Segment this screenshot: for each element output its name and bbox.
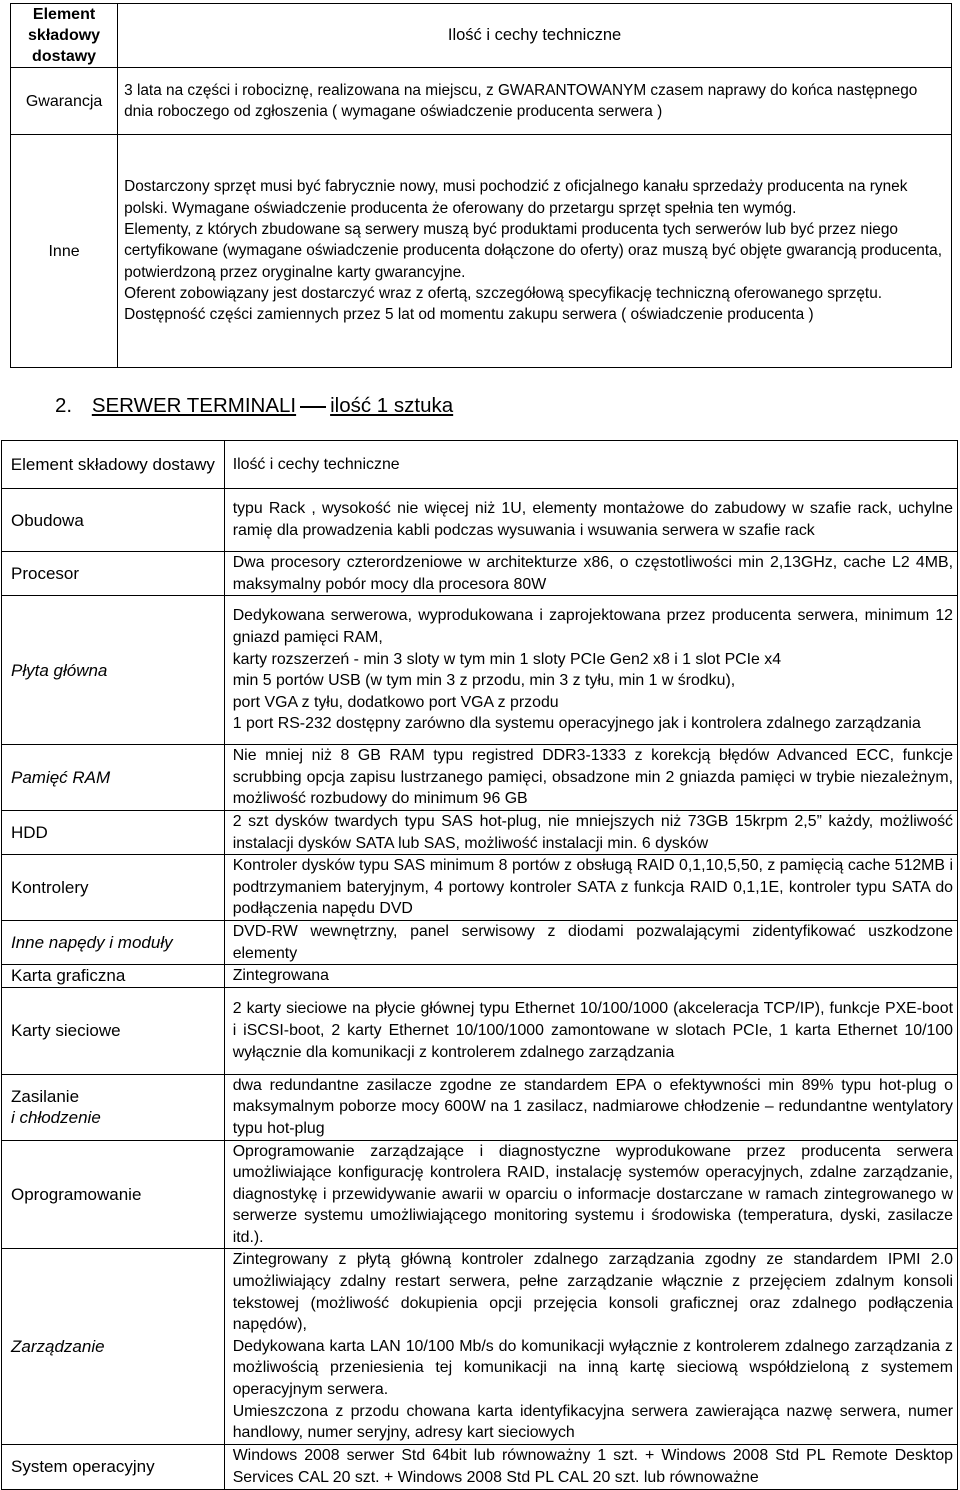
row-label-procesor: Procesor — [2, 552, 225, 596]
paragraph: Dostępność części zamiennych przez 5 lat od momentu zakupu serwera ( oświadczenie producenta ) — [124, 306, 814, 324]
row-label-karty-sieciowe: Karty sieciowe — [2, 987, 225, 1074]
row-label-gwarancja: Gwarancja — [11, 68, 118, 135]
paragraph: Windows 2008 serwer Std 64bit lub równoważny 1 szt. + Windows 2008 Std PL Remote Desktop Services CAL 20 szt. + Windows 2008 Std PL CAL 20 szt. lub równoważne — [232, 1447, 953, 1486]
row-label-oprogramowanie: Oprogramowanie — [2, 1140, 225, 1249]
header-specs: Ilość i cechy techniczne — [224, 441, 957, 489]
row-value — [224, 745, 957, 811]
paragraph: typu Rack , wysokość nie więcej niż 1U, elementy montażowe do zabudowy w szafie rack, uchylne ramię dla prowadzenia kabli podczas wysuwania i wsuwania serwera w szafie rack — [232, 500, 953, 539]
row-value — [224, 987, 957, 1074]
row-value — [224, 965, 957, 988]
paragraph: Dostarczony sprzęt musi być fabrycznie nowy, musi pochodzić z oficjalnego kanału sprzedaży producenta na rynek polski. Wymagane oświadczenie producenta że oferowany do przetargu sprzęt spełnia ten wymóg. — [124, 178, 908, 217]
paragraph: Zintegrowany z płytą główną kontroler zdalnego zarządzania zgodny ze standardem IPMI 2.0 umożliwiający zdalny restart serwera, pełne zarządzanie włącznie z przejęciem zdalnym konsoli tekstowej (możliwość dokupienia opcji przejęcia konsoli graficznej oraz zdalnego podłączenia napędów), — [232, 1251, 953, 1334]
row-value — [118, 68, 952, 135]
table-server-specs — [1, 440, 958, 1490]
paragraph: 2 karty sieciowe na płycie głównej typu Ethernet 10/100/1000 (akceleracja TCP/IP), funkcje PXE-boot i iSCSI-boot, 2 karty Ethernet 10/100/1000 zamontowane w slotach PCIe, 1 karta Ethernet 10/100 wyłącznie dla komunikacji z kontrolerem zdalnego zarządzania — [232, 1000, 953, 1061]
table-row — [2, 1249, 958, 1444]
table-warranty — [10, 3, 952, 368]
paragraph: Dedykowana karta LAN 10/100 Mb/s do komunikacji wyłącznie z kontrolerem zdalnego zarządzania z możliwością przeniesienia tej komunikacji na inną kartę sieciową współdzieloną z systemem operacyjnym serwera. — [232, 1337, 953, 1399]
table-row — [2, 745, 958, 811]
paragraph: dwa redundantne zasilacze zgodne ze standardem EPA o efektywności min 89% typu hot-plug o maksymalnym poborze mocy 600W na 1 zasilacz, nadmiarowe chłodzenie – redundantne wentylatory typu hot-plug — [232, 1076, 953, 1137]
row-label-zasilanie — [2, 1074, 225, 1140]
row-label-inne: Inne — [11, 135, 118, 368]
table-row — [11, 135, 952, 368]
row-value — [224, 596, 957, 745]
dash — [300, 406, 326, 408]
header-specs: Ilość i cechy techniczne — [118, 4, 952, 68]
row-label-zarzadzanie: Zarządzanie — [2, 1249, 225, 1444]
section-number: 2. — [55, 394, 73, 417]
paragraph: Zintegrowana — [232, 967, 329, 985]
header-element: Element składowy dostawy — [11, 4, 118, 68]
paragraph: Dedykowana serwerowa, wyprodukowana i zaprojektowana przez producenta serwera, minimum 12 gniazd pamięci RAM, — [232, 607, 953, 646]
paragraph: karty rozszerzeń - min 3 sloty w tym min 1 sloty PCIe Gen2 x8 i 1 slot PCIe x4 — [232, 650, 782, 668]
table-row — [2, 596, 958, 745]
header-element: Element składowy dostawy — [2, 441, 225, 489]
table-row — [2, 855, 958, 921]
row-value — [224, 1074, 957, 1140]
row-label-plyta-glowna: Płyta główna — [2, 596, 225, 745]
row-value — [224, 1249, 957, 1444]
paragraph: 1 port RS-232 dostępny zarówno dla systemu operacyjnego jak i kontrolera zdalnego zarządzania — [232, 715, 921, 733]
row-value — [224, 810, 957, 854]
table-row — [2, 1074, 958, 1140]
table-row — [2, 987, 958, 1074]
paragraph: Oprogramowanie zarządzające i diagnostyczne wyprodukowane przez producenta serwera umożliwiające konfigurację kontrolera RAID, instalację systemów operacyjnych, zdalne zarządzanie, diagnostykę i przewidywanie awarii w oparciu o informacje dostarczane w ramach zintegrowanego w serwerze systemu umożliwiającego monitoring systemu i środowiska (temperatura, dyski, zasilacze itd.). — [232, 1142, 953, 1246]
row-value — [224, 489, 957, 552]
table-row — [2, 1140, 958, 1249]
paragraph: DVD-RW wewnętrzny, panel serwisowy z diodami pozwalającymi zidentyfikować uszkodzone elementy — [232, 922, 953, 962]
table-row — [2, 965, 958, 988]
paragraph: port VGA z tyłu, dodatkowo port VGA z przodu — [232, 693, 559, 711]
row-label-inne-napedy: Inne napędy i moduły — [2, 920, 225, 964]
row-label-system-operacyjny: System operacyjny — [2, 1444, 225, 1489]
row-label-obudowa: Obudowa — [2, 489, 225, 552]
table-header-row — [11, 4, 952, 68]
paragraph: Kontroler dysków typu SAS minimum 8 portów z obsługą RAID 0,1,10,5,50, z pamięcią cache 512MB i podtrzymaniem bateryjnym, 4 portowy kontroler SATA z funkcja RAID 0,1,1E, kontroler typu SATA do podłączenia napędu DVD — [232, 857, 953, 918]
table-row — [2, 810, 958, 854]
table-row — [11, 68, 952, 135]
paragraph: 2 szt dysków twardych typu SAS hot-plug, nie mniejszych niż 73GB 15krpm 2,5” każdy, możliwość instalacji dysków SATA lub SAS, możliwość instalacji min. 6 dysków — [232, 812, 953, 852]
section-heading — [55, 394, 453, 418]
row-label-kontrolery: Kontrolery — [2, 855, 225, 921]
row-value — [224, 552, 957, 596]
paragraph: Umieszczona z przodu chowana karta identyfikacyjna serwera zawierająca nazwę serwera, numer handlowy, numer seryjny, adresy kart sieciowych — [232, 1402, 953, 1442]
row-value — [224, 855, 957, 921]
label-line: i chłodzenie — [11, 1108, 101, 1128]
row-value — [224, 920, 957, 964]
paragraph: min 5 portów USB (w tym min 3 z przodu, min 3 z tyłu, min 1 w środku), — [232, 672, 736, 690]
row-label-pamiec-ram: Pamięć RAM — [2, 745, 225, 811]
table-header-row — [2, 441, 958, 489]
section-qty: ilość 1 sztuka — [330, 394, 454, 417]
table-row — [2, 552, 958, 596]
table-row — [2, 920, 958, 964]
row-label-hdd: HDD — [2, 810, 225, 854]
table-row — [2, 489, 958, 552]
table-row — [2, 1444, 958, 1489]
row-value — [224, 1140, 957, 1249]
row-value — [224, 1444, 957, 1489]
row-label-karta-graficzna: Karta graficzna — [2, 965, 225, 988]
label-line: Zasilanie — [11, 1087, 80, 1107]
paragraph: Dwa procesory czterordzeniowe w architekturze x86, o częstotliwości min 2,13GHz, cache L2 4MB, maksymalny pobór mocy dla procesora 80W — [232, 554, 953, 593]
paragraph: Nie mniej niż 8 GB RAM typu registred DDR3-1333 z korekcją błędów Advanced ECC, funkcje scrubbing opcja zapisu lustrzanego pamięci, obsadzone min 2 gniazda pamięci w trybie niezależnym, możliwość rozbudowy do minimum 96 GB — [232, 747, 953, 808]
row-value — [118, 135, 952, 368]
section-title: SERWER TERMINALI — [91, 394, 297, 417]
paragraph: Elementy, z których zbudowane są serwery muszą być produktami producenta tych serwerów lub być przez niego certyfikowane (wymagane oświadczenie producenta dołączone do oferty) oraz muszą być objęte gwarancją producenta, potwierdzoną przez oryginalne karty gwarancyjne. — [124, 221, 942, 281]
paragraph: 3 lata na części i robociznę, realizowana na miejscu, z GWARANTOWANYM czasem naprawy do końca następnego dnia roboczego od zgłoszenia ( wymagane oświadczenie producenta serwera ) — [124, 81, 918, 120]
paragraph: Oferent zobowiązany jest dostarczyć wraz z ofertą, szczegółową specyfikację techniczną oferowanego sprzętu. — [124, 284, 883, 302]
